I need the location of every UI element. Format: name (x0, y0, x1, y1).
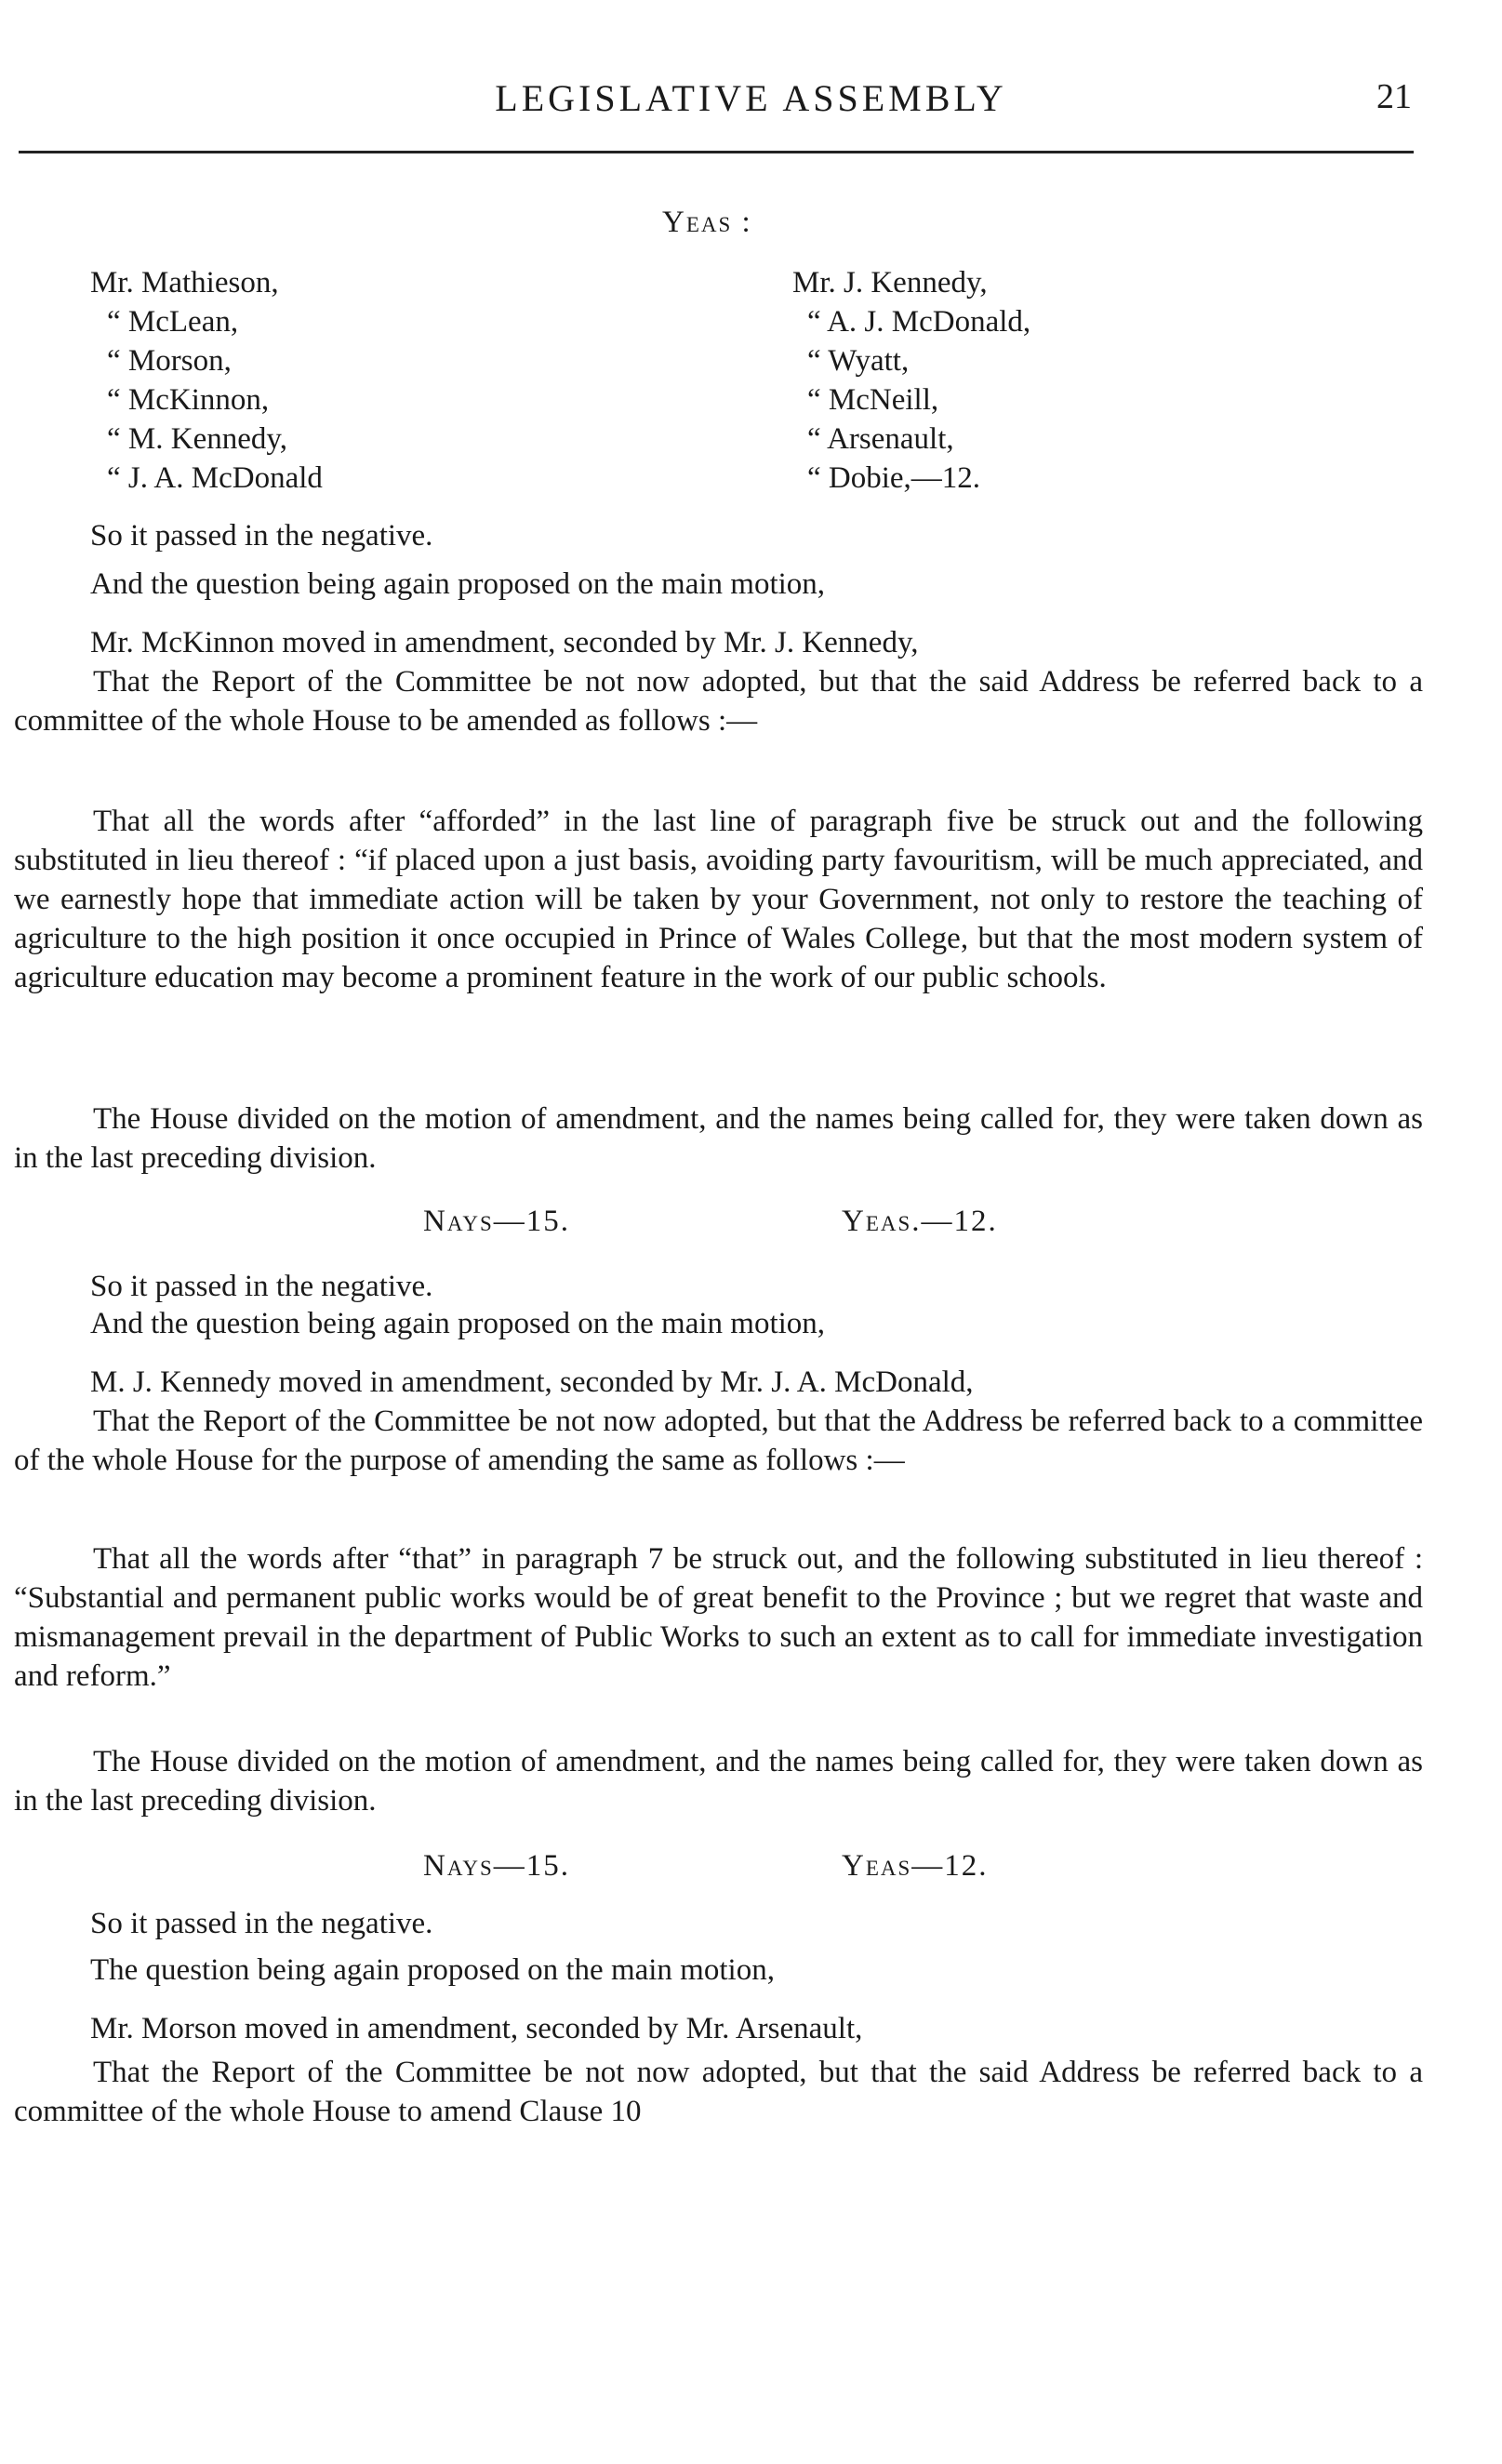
running-header-title: LEGISLATIVE ASSEMBLY (495, 77, 1007, 119)
member-name: “ Morson, (107, 344, 232, 378)
division-nays: Nays—15. (423, 1205, 570, 1238)
paragraph: M. J. Kennedy moved in amendment, seconded by Mr. J. A. McDonald, (90, 1365, 974, 1399)
member-name: “ McNeill, (807, 383, 939, 417)
paragraph: That the Report of the Committee be not now adopted, but that the said Address be referred back to a committee of the whole House to amend Clause 10 (14, 2056, 1423, 2128)
division-yeas: Yeas—12. (842, 1849, 989, 1883)
page-number: 21 (1376, 77, 1412, 116)
paragraph: The question being again proposed on the main motion, (90, 1953, 775, 1987)
paragraph: So it passed in the negative. (90, 1270, 433, 1303)
member-name: Mr. J. Kennedy, (792, 266, 988, 300)
paragraph: The House divided on the motion of amendment, and the names being called for, they were taken down as in the last preceding division. (14, 1102, 1423, 1175)
paragraph: That all the words after “afforded” in the last line of paragraph five be struck out and the following substituted in lieu thereof : “if placed upon a just basis, avoiding party favouritism, will be much appreciated, and we earnestly hope that immediate action will be taken by your Government, not only to restore the teaching of agriculture to the high position it once occupied in Prince of Wales College, but that the most modern system of agriculture education may become a prominent feature in the work of our public schools. (14, 805, 1423, 994)
paragraph: So it passed in the negative. (90, 1907, 433, 1940)
paragraph: So it passed in the negative. (90, 519, 433, 553)
paragraph: Mr. McKinnon moved in amendment, seconded by Mr. J. Kennedy, (90, 626, 919, 659)
yeas-heading: Yeas : (662, 206, 752, 239)
paragraph: That the Report of the Committee be not now adopted, but that the Address be referred back to a committee of the whole House for the purpose of amending the same as follows :— (14, 1405, 1423, 1477)
member-name: “ A. J. McDonald, (807, 305, 1031, 339)
paragraph: Mr. Morson moved in amendment, seconded by Mr. Arsenault, (90, 2012, 863, 2045)
member-name: “ McKinnon, (107, 383, 270, 417)
member-name: “ Dobie,—12. (807, 461, 981, 495)
member-name: “ Wyatt, (807, 344, 910, 378)
division-nays: Nays—15. (423, 1849, 570, 1883)
member-name: “ J. A. McDonald (107, 461, 323, 495)
header-rule (19, 151, 1414, 153)
paragraph: And the question being again proposed on the main motion, (90, 1307, 826, 1340)
paragraph: That the Report of the Committee be not now adopted, but that the said Address be referred back to a committee of the whole House to be amended as follows :— (14, 665, 1423, 738)
paragraph: That all the words after “that” in paragraph 7 be struck out, and the following substituted in lieu thereof : “Substantial and permanent public works would be of great benefit to the Province ; but we regret that waste and mismanagement prevail in the department of Public Works to such an extent as to call for immediate investigation and reform.” (14, 1542, 1423, 1693)
member-name: “ Arsenault, (807, 422, 954, 456)
division-yeas: Yeas.—12. (842, 1205, 998, 1238)
member-name: “ McLean, (107, 305, 239, 339)
paragraph: And the question being again proposed on the main motion, (90, 567, 826, 601)
member-name: Mr. Mathieson, (90, 266, 279, 300)
paragraph: The House divided on the motion of amendment, and the names being called for, they were taken down as in the last preceding division. (14, 1745, 1423, 1818)
member-name: “ M. Kennedy, (107, 422, 287, 456)
